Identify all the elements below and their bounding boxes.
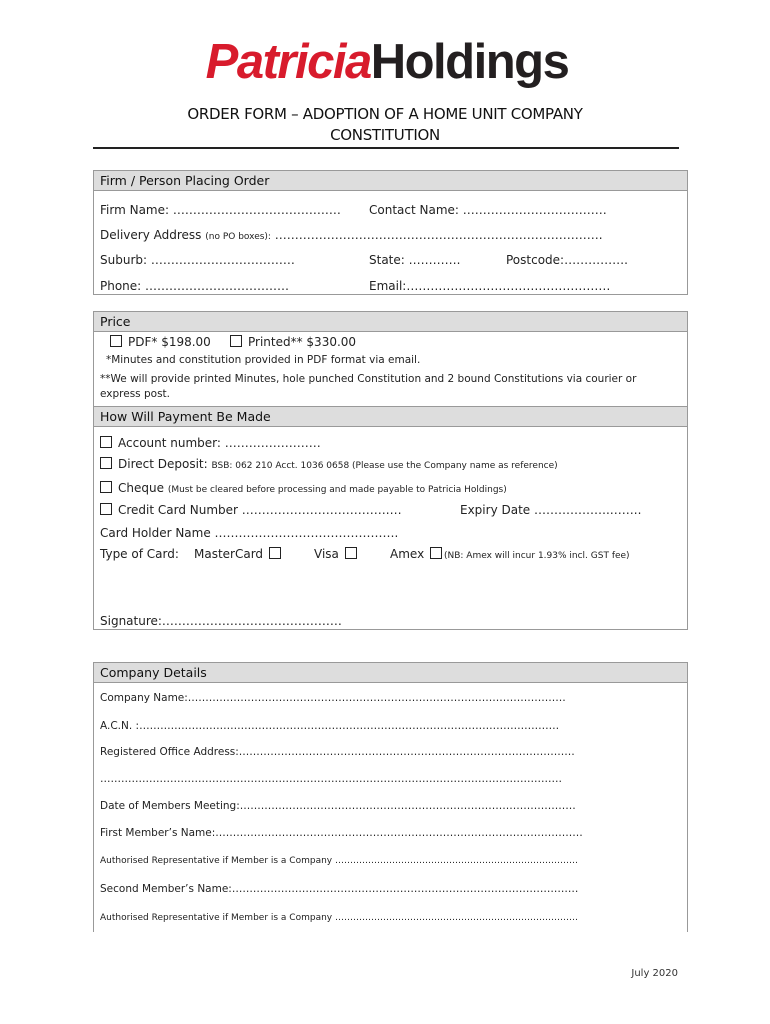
price-note-pdf: *Minutes and constitution provided in PDF format via email. (106, 354, 421, 366)
amex-option[interactable] (390, 547, 630, 561)
footer-date: July 2020 (631, 968, 678, 979)
state-field[interactable]: State: …………. (369, 253, 461, 267)
delivery-label: Delivery Address (100, 228, 202, 242)
contact-name-field[interactable]: Contact Name: ……………………………… (369, 203, 607, 217)
printed-option[interactable] (230, 335, 356, 349)
amex-note: (NB: Amex will incur 1.93% incl. GST fee) (444, 551, 630, 561)
pdf-checkbox[interactable] (110, 335, 122, 347)
delivery-dots: ………………………………………………………………………. (274, 228, 603, 242)
logo-part-1: Patricia (205, 35, 371, 89)
card-type-label: Type of Card: (100, 547, 179, 561)
visa-option[interactable] (314, 547, 363, 561)
firm-name-field[interactable]: Firm Name: …………………………………… (100, 203, 341, 217)
members-meeting-date-field[interactable]: Date of Members Meeting:…………………………………………………………………………………… (100, 800, 576, 812)
direct-deposit-option[interactable] (100, 457, 558, 471)
account-checkbox[interactable] (100, 436, 112, 448)
registered-office-field-line2[interactable]: …………………………………………………………………………………………………………………… (100, 773, 562, 785)
pdf-label: PDF* $198.00 (128, 335, 211, 349)
mastercard-checkbox[interactable] (269, 547, 281, 559)
company-logo (147, 32, 627, 92)
suburb-field[interactable]: Suburb: ……………………………… (100, 253, 295, 267)
title-line-2: CONSTITUTION (330, 126, 440, 144)
credit-card-checkbox[interactable] (100, 503, 112, 515)
firm-section (93, 170, 688, 295)
acn-field[interactable]: A.C.N. :………………………………………………………………………………………………………… (100, 720, 560, 732)
form-title (100, 104, 670, 146)
account-number-field[interactable] (100, 436, 321, 450)
direct-deposit-detail: BSB: 062 210 Acct. 1036 0658 (Please use the Company name as reference) (211, 461, 558, 471)
credit-card-option[interactable] (100, 503, 402, 517)
visa-label: Visa (314, 547, 339, 561)
amex-label: Amex (390, 547, 425, 561)
firm-section-header: Firm / Person Placing Order (94, 171, 687, 191)
price-note-printed-cont: express post. (100, 388, 170, 400)
second-representative-field[interactable]: Authorised Representative if Member is a Company ……………………………………………………………………… (100, 913, 578, 923)
company-section-header: Company Details (94, 663, 687, 683)
visa-checkbox[interactable] (345, 547, 357, 559)
direct-deposit-label: Direct Deposit: (118, 457, 208, 471)
pdf-option[interactable] (110, 335, 211, 349)
company-section (93, 662, 688, 932)
email-field[interactable]: Email:…………………………………………… (369, 279, 611, 293)
registered-office-field[interactable]: Registered Office Address:…………………………………………………………………………………… (100, 746, 575, 758)
postcode-field[interactable]: Postcode:……………. (506, 253, 628, 267)
cheque-label: Cheque (118, 481, 164, 495)
price-section (93, 311, 688, 407)
title-rule (93, 147, 679, 149)
price-section-header: Price (94, 312, 687, 332)
card-holder-field[interactable]: Card Holder Name ………………………………………. (100, 526, 399, 540)
first-member-field[interactable]: First Member’s Name:…………………………………………………………………………………………… (100, 827, 583, 839)
printed-checkbox[interactable] (230, 335, 242, 347)
phone-field[interactable]: Phone: ……………………………… (100, 279, 290, 293)
amex-checkbox[interactable] (430, 547, 442, 559)
payment-section-header: How Will Payment Be Made (94, 407, 687, 427)
account-label: Account number: …………………… (118, 436, 321, 450)
mastercard-label: MasterCard (194, 547, 264, 561)
second-member-field[interactable]: Second Member’s Name:……………………………………………………………………………………… (100, 883, 579, 895)
mastercard-option[interactable] (194, 547, 287, 561)
title-line-1: ORDER FORM – ADOPTION OF A HOME UNIT COMPANY (187, 105, 583, 123)
cheque-option[interactable] (100, 481, 507, 495)
first-representative-field[interactable]: Authorised Representative if Member is a Company ……………………………………………………………………… (100, 856, 578, 866)
cheque-note: (Must be cleared before processing and made payable to Patricia Holdings) (167, 485, 507, 495)
price-note-printed: **We will provide printed Minutes, hole punched Constitution and 2 bound Constitutions via courier or (100, 373, 637, 385)
logo-part-2: Holdings (370, 35, 569, 89)
printed-label: Printed** $330.00 (248, 335, 357, 349)
company-name-field[interactable]: Company Name:……………………………………………………………………………………………… (100, 692, 566, 704)
delivery-note: (no PO boxes): (205, 232, 271, 242)
cheque-checkbox[interactable] (100, 481, 112, 493)
expiry-date-field[interactable]: Expiry Date ……………….…….. (460, 503, 642, 517)
delivery-address-field[interactable] (100, 228, 603, 242)
credit-card-label: Credit Card Number ……………………………….… (118, 503, 402, 517)
payment-section (93, 406, 688, 630)
signature-field[interactable]: Signature:……………………………………… (100, 614, 342, 628)
direct-deposit-checkbox[interactable] (100, 457, 112, 469)
